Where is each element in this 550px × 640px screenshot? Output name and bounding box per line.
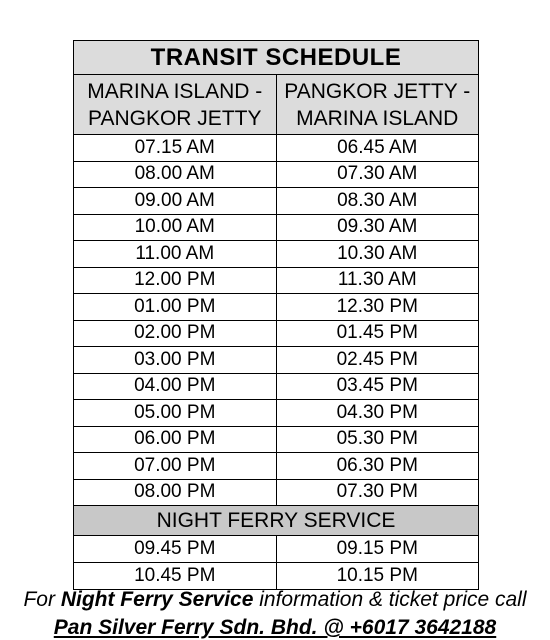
column-header-row xyxy=(74,75,478,135)
table-row xyxy=(74,268,478,295)
footer-prefix: For xyxy=(23,588,61,611)
departure-time-pangkor: 12.30 PM xyxy=(276,294,479,320)
table-row xyxy=(74,453,478,480)
table-row xyxy=(74,480,478,507)
table-row xyxy=(74,162,478,189)
table-row xyxy=(74,536,478,563)
departure-time-marina: 11.00 AM xyxy=(135,242,215,264)
departure-time-marina: 02.00 PM xyxy=(134,322,216,344)
column-header-line: MARINA ISLAND - xyxy=(87,79,263,103)
departure-time-marina: 10.45 PM xyxy=(134,564,216,586)
departure-time-pangkor: 06.30 PM xyxy=(276,453,479,479)
departure-time-pangkor: 04.30 PM xyxy=(276,400,479,426)
footer-suffix: information & ticket price call xyxy=(253,588,527,611)
departure-time-pangkor: 10.15 PM xyxy=(276,563,479,590)
departure-time-marina: 09.45 PM xyxy=(134,537,216,559)
departure-time-marina: 10.00 AM xyxy=(134,216,215,238)
departure-time-pangkor: 11.30 AM xyxy=(276,268,479,294)
column-header-line: MARINA ISLAND xyxy=(296,106,459,130)
departure-time-pangkor: 07.30 AM xyxy=(276,162,479,188)
table-row xyxy=(74,215,478,242)
departure-time-marina: 01.00 PM xyxy=(134,295,216,317)
departure-time-pangkor: 10.30 AM xyxy=(276,241,479,267)
table-row xyxy=(74,241,478,268)
column-header-line: PANGKOR JETTY xyxy=(88,106,262,130)
table-row xyxy=(74,321,478,348)
footer-info-line xyxy=(0,588,550,612)
departure-time-pangkor: 09.30 AM xyxy=(276,215,479,241)
footer-contact-line: Pan Silver Ferry Sdn. Bhd. @ +6017 3642188 xyxy=(53,616,497,639)
column-header-line: PANGKOR JETTY - xyxy=(284,79,471,103)
table-row xyxy=(74,427,478,454)
table-row xyxy=(74,135,478,162)
departure-time-marina: 08.00 AM xyxy=(134,163,215,185)
departure-time-pangkor: 05.30 PM xyxy=(276,427,479,453)
table-row xyxy=(74,294,478,321)
table-row xyxy=(74,374,478,401)
departure-time-marina: 12.00 PM xyxy=(134,269,216,291)
table-row xyxy=(74,400,478,427)
departure-time-marina: 06.00 PM xyxy=(134,428,216,450)
departure-time-pangkor: 06.45 AM xyxy=(276,135,479,161)
table-row xyxy=(74,188,478,215)
departure-time-marina: 05.00 PM xyxy=(134,401,216,423)
departure-time-marina: 07.00 PM xyxy=(134,454,216,476)
column-header-marina-to-pangkor xyxy=(74,75,276,134)
footer-bold-text: Night Ferry Service xyxy=(60,588,254,611)
night-schedule-rows xyxy=(74,536,478,589)
departure-time-marina: 08.00 PM xyxy=(134,481,216,503)
table-row xyxy=(74,347,478,374)
departure-time-pangkor: 08.30 AM xyxy=(276,188,479,214)
day-schedule-rows xyxy=(74,135,478,506)
departure-time-pangkor: 09.15 PM xyxy=(276,536,479,562)
departure-time-marina: 09.00 AM xyxy=(134,189,215,211)
departure-time-pangkor: 01.45 PM xyxy=(276,321,479,347)
departure-time-marina: 07.15 AM xyxy=(134,136,215,158)
departure-time-marina: 04.00 PM xyxy=(134,375,216,397)
departure-time-pangkor: 02.45 PM xyxy=(276,347,479,373)
schedule-title: TRANSIT SCHEDULE xyxy=(74,41,478,75)
transit-schedule-table xyxy=(73,40,479,590)
table-row xyxy=(74,563,478,590)
departure-time-marina: 03.00 PM xyxy=(134,348,216,370)
departure-time-pangkor: 03.45 PM xyxy=(276,374,479,400)
departure-time-pangkor: 07.30 PM xyxy=(276,480,479,506)
night-ferry-section-header: NIGHT FERRY SERVICE xyxy=(74,506,478,536)
column-header-pangkor-to-marina xyxy=(276,75,479,134)
